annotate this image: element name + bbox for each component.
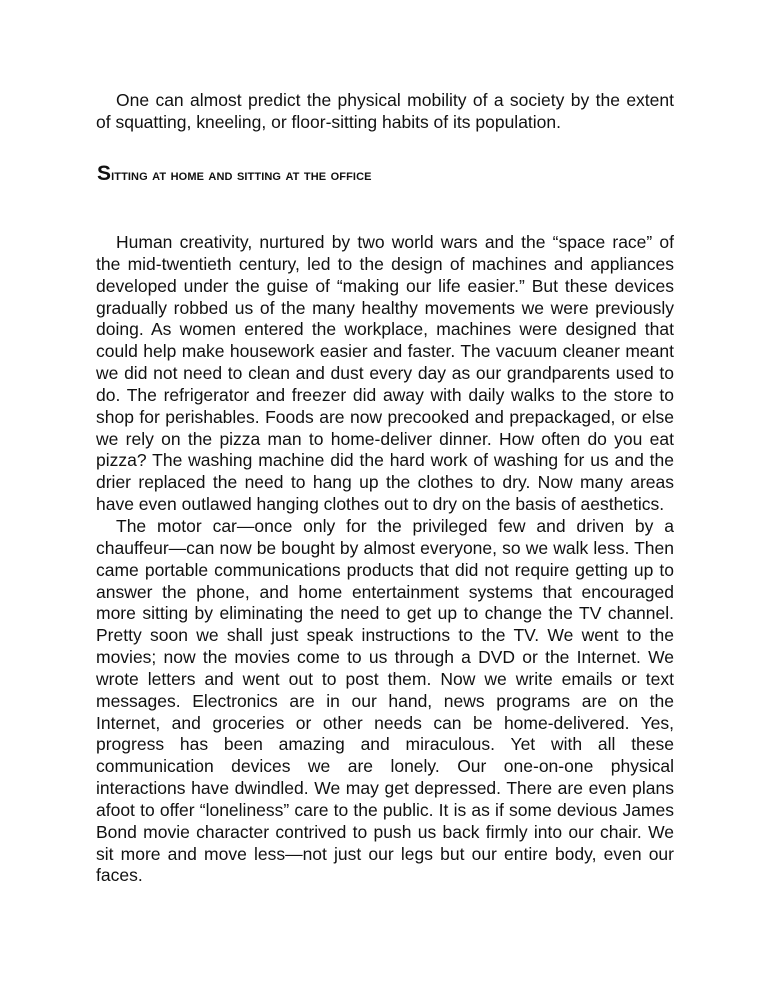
body-paragraph-1: Human creativity, nurtured by two world wars and the “space race” of the mid-twentieth century, led to the design of machines and appliances developed under the guise of “making our life easier.” But these devices gradually robbed us of the many healthy movements we were previously doing. As women entered the workplace, machines were designed that could help make housework easier and faster. The vacuum cleaner meant we did not need to clean and dust every day as our grandparents used to do. The refrigerator and freezer did away with daily walks to the store to shop for perishables. Foods are now precooked and prepackaged, or else we rely on the pizza man to home-deliver dinner. How often do you eat pizza? The washing machine did the hard work of washing for us and the drier replaced the need to hang up the clothes to dry. Now many areas have even outlawed hanging clothes out to dry on the basis of aesthetics. — [96, 232, 674, 515]
intro-block — [96, 90, 674, 134]
intro-paragraph: One can almost predict the physical mobility of a society by the extent of squatting, kneeling, or floor-sitting habits of its population. — [96, 90, 674, 132]
body-text — [96, 232, 674, 887]
section-heading: Sitting at home and sitting at the office — [97, 162, 372, 185]
body-paragraph-2: The motor car—once only for the privileged few and driven by a chauffeur—can now be bought by almost everyone, so we walk less. Then came portable communications products that did not require getting up to answer the phone, and home entertainment systems that encouraged more sitting by eliminating the need to get up to change the TV channel. Pretty soon we shall just speak instructions to the TV. We went to the movies; now the movies come to us through a DVD or the Internet. We wrote letters and went out to post them. Now we write emails or text messages. Electronics are in our hand, news programs are on the Internet, and groceries or other needs can be home-delivered. Yes, progress has been amazing and miraculous. Yet with all these communication devices we are lonely. Our one-on-one physical interactions have dwindled. We may get depressed. There are even plans afoot to offer “loneliness” care to the public. It is as if some devious James Bond movie character contrived to push us back firmly into our chair. We sit more and move less—not just our legs but our entire body, even our faces. — [96, 515, 674, 886]
